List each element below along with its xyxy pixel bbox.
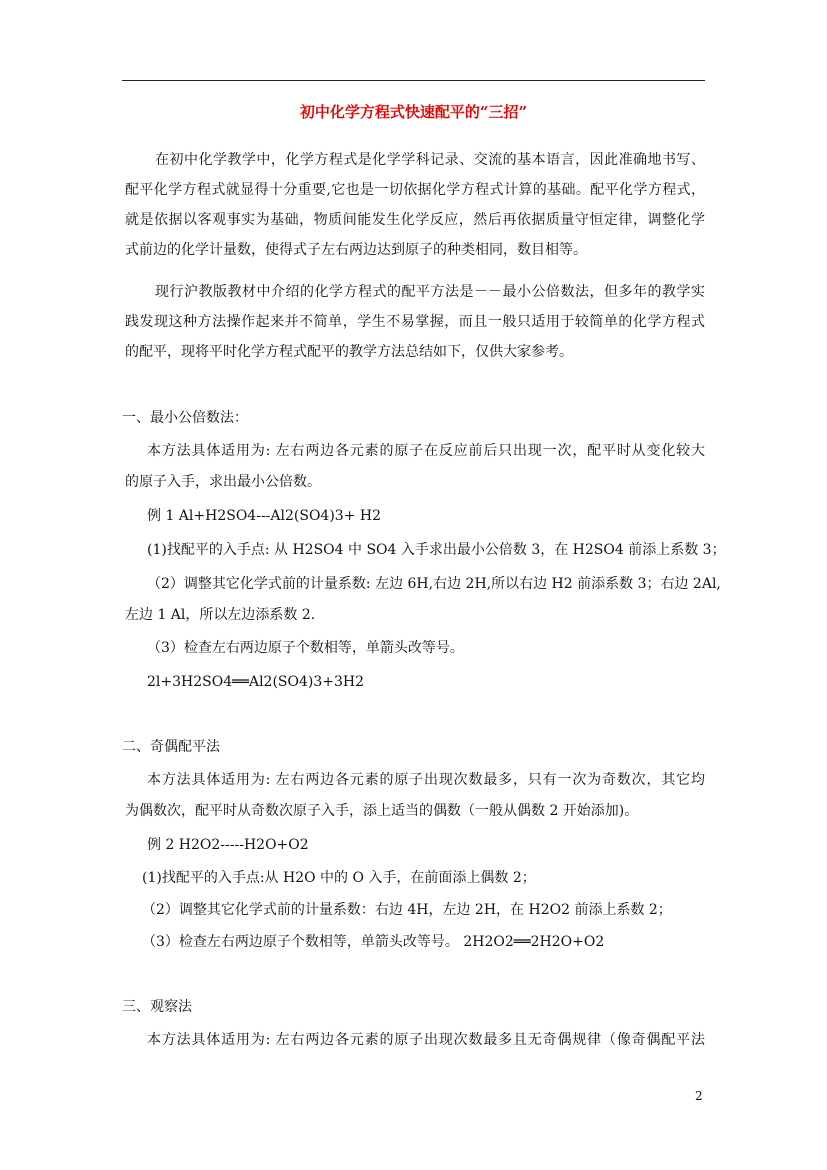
- page-number: 2: [695, 1089, 703, 1103]
- paragraph-2-line: 践发现这种方法操作起来并不简单，学生不易掌握，而且一般只适用于较简单的化学方程式: [125, 314, 705, 330]
- section-heading-3: 三、观察法: [122, 999, 192, 1015]
- example-2-step: （3）检查左右两边原子个数相等，单箭头改等号。 2H2O2══2H2O+O2: [142, 934, 605, 950]
- section-heading-2: 二、奇偶配平法: [122, 739, 220, 755]
- example-1-step: （2）调整其它化学式前的计量系数: 左边 6H,右边 2H,所以右边 H2 前添系数 3；右边 2Al,: [147, 576, 721, 592]
- section-2-text-line: 本方法具体适用为: 左右两边各元素的原子出现次数最多，只有一次为奇数次，其它均: [147, 772, 705, 788]
- example-2-equation: 例 2 H2O2-----H2O+O2: [147, 837, 309, 853]
- section-1-text-line: 的原子入手，求出最小公倍数。: [125, 474, 321, 490]
- example-2-step: (1)找配平的入手点:从 H2O 中的 O 入手，在前面添上偶数 2；: [142, 870, 536, 886]
- document-title: 初中化学方程式快速配平的“三招”: [299, 103, 528, 121]
- example-1-result: 2l+3H2SO4══Al2(SO4)3+3H2: [147, 674, 365, 690]
- paragraph-1-line: 式前边的化学计量数，使得式子左右两边达到原子的种类相同，数目相等。: [125, 242, 587, 258]
- example-2-step: （2）调整其它化学式前的计量系数：右边 4H，左边 2H，在 H2O2 前添上系数 2；: [142, 902, 672, 918]
- paragraph-2-line: 的配平，现将平时化学方程式配平的教学方法总结如下，仅供大家参考。: [125, 344, 573, 360]
- example-1-step: （3）检查左右两边原子个数相等，单箭头改等号。: [147, 640, 464, 656]
- section-1-text-line: 本方法具体适用为: 左右两边各元素的原子在反应前后只出现一次，配平时从变化较大: [147, 443, 705, 459]
- section-heading-1: 一、最小公倍数法：: [122, 410, 248, 426]
- example-1-step: (1)找配平的入手点: 从 H2SO4 中 SO4 入手求出最小公倍数 3，在 H2SO4 前添上系数 3；: [147, 542, 726, 558]
- header-rule: [122, 80, 705, 81]
- section-3-text-line: 本方法具体适用为: 左右两边各元素的原子出现次数最多且无奇偶规律（像奇偶配平法: [147, 1032, 705, 1048]
- example-1-equation: 例 1 Al+H2SO4---Al2(SO4)3+ H2: [147, 508, 382, 524]
- paragraph-2-line: 现行沪教版教材中介绍的化学方程式的配平方法是－－最小公倍数法，但多年的教学实: [155, 284, 705, 300]
- example-1-step: 左边 1 Al，所以左边添系数 2.: [125, 607, 316, 623]
- section-2-text-line: 为偶数次，配平时从奇数次原子入手，添上适当的偶数（一般从偶数 2 开始添加)。: [125, 803, 639, 819]
- paragraph-1-line: 就是依据以客观事实为基础，物质间能发生化学反应，然后再依据质量守恒定律，调整化学: [125, 212, 705, 228]
- paragraph-1-line: 配平化学方程式就显得十分重要,它也是一切依据化学方程式计算的基础。配平化学方程式，: [125, 182, 705, 198]
- paragraph-1-line: 在初中化学教学中，化学方程式是化学学科记录、交流的基本语言，因此准确地书写、: [155, 152, 705, 168]
